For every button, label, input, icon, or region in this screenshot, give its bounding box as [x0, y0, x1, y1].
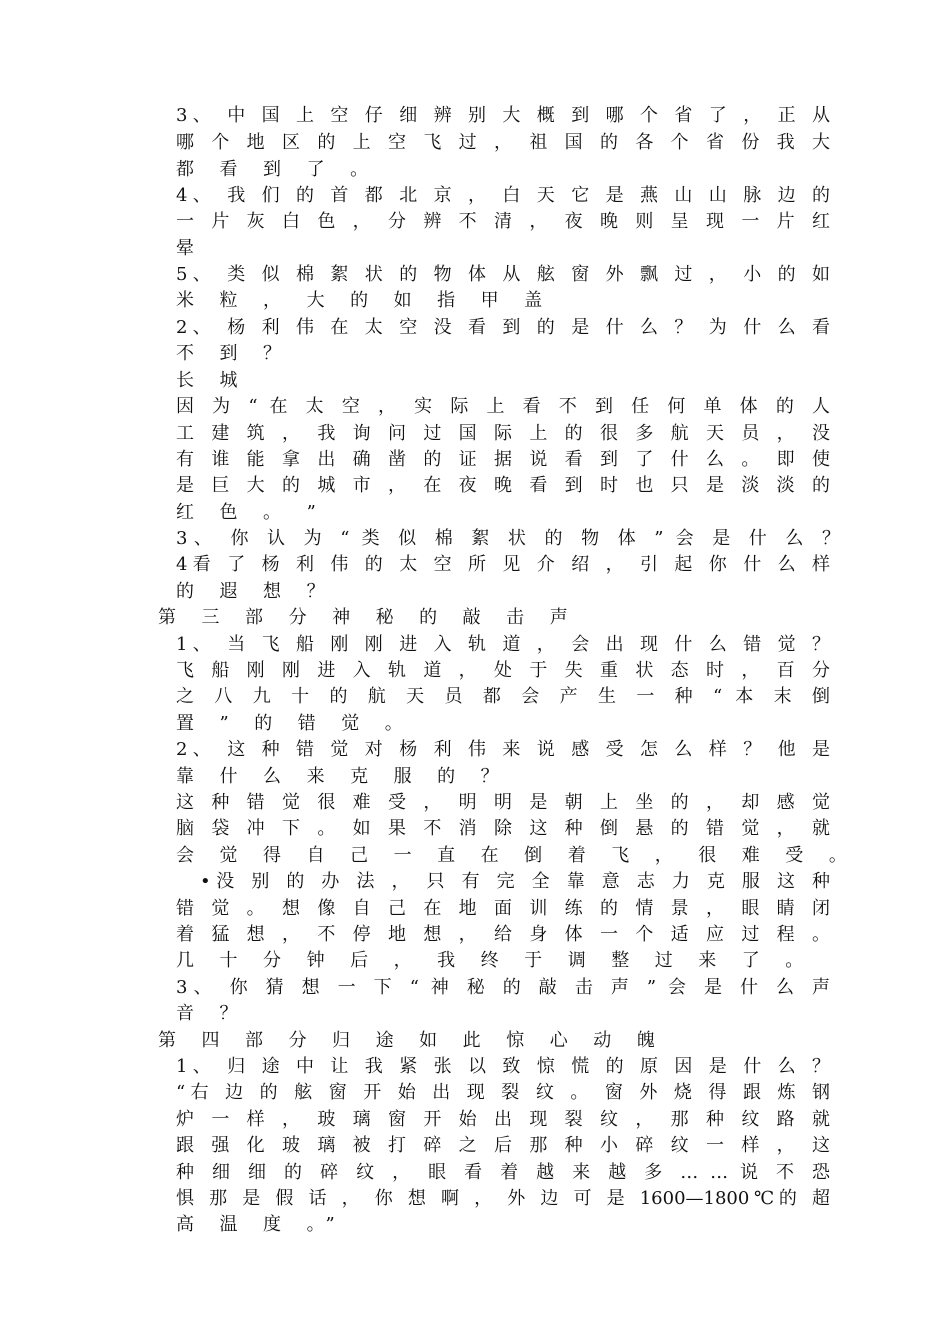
- text-line: 长 城: [176, 370, 248, 391]
- text-line: 2、 杨 利 伟 在 太 空 没 看 到 的 是 什 么 ？ 为 什 么 看: [176, 317, 830, 338]
- text-line: 晕: [176, 238, 194, 259]
- text-line: 错 觉 。 想 像 自 己 在 地 面 训 练 的 情 景 ， 眼 睛 闭: [176, 898, 830, 919]
- text-line: 有 谁 能 拿 出 确 凿 的 证 据 说 看 到 了 什 么 。 即 使: [176, 449, 830, 470]
- text-line: 飞 船 刚 刚 进 入 轨 道 ， 处 于 失 重 状 态 时 ， 百 分: [176, 660, 830, 681]
- text-line: 靠 什 么 来 克 服 的 ？: [176, 766, 509, 787]
- text-line: 置 ” 的 错 觉 。: [176, 713, 413, 734]
- text-line: 之 八 九 十 的 航 天 员 都 会 产 生 一 种 “ 本 末 倒: [176, 686, 831, 707]
- text-line: 米 粒 ， 大 的 如 指 甲 盖: [176, 290, 553, 311]
- section-heading: 第 四 部 分 归 途 如 此 惊 心 动 魄: [158, 1030, 665, 1051]
- text-line: 惧 那 是 假 话 ， 你 想 啊 ， 外 边 可 是 1600—1800℃的 超: [176, 1188, 830, 1209]
- text-line: 高 温 度 。”: [176, 1214, 345, 1235]
- text-line: 不 到 ？: [176, 343, 291, 364]
- text-line: 工 建 筑 ， 我 询 问 过 国 际 上 的 很 多 航 天 员 ， 没: [176, 423, 830, 444]
- bullet-line: •没 别 的 办 法 ， 只 有 完 全 靠 意 志 力 克 服 这 种: [200, 871, 830, 892]
- text-line: 着 猛 想 ， 不 停 地 想 ， 给 身 体 一 个 适 应 过 程 。: [176, 924, 830, 945]
- text-line: 因 为 “ 在 太 空 ， 实 际 上 看 不 到 任 何 单 体 的 人: [176, 396, 830, 417]
- text-line: 5、 类 似 棉 絮 状 的 物 体 从 舷 窗 外 飘 过 ， 小 的 如: [176, 264, 830, 285]
- text-line: 3、 你 猜 想 一 下 “ 神 秘 的 敲 击 声 ” 会 是 什 么 声: [176, 977, 830, 998]
- text-line: 1、 当 飞 船 刚 刚 进 入 轨 道 ， 会 出 现 什 么 错 觉 ？: [176, 634, 830, 655]
- text-line: 哪 个 地 区 的 上 空 飞 过 ， 祖 国 的 各 个 省 份 我 大: [176, 132, 830, 153]
- text-line: 种 细 细 的 碎 纹 ， 眼 看 着 越 来 越 多 … … 说 不 恐: [176, 1162, 830, 1183]
- text-line: 炉 一 样 ， 玻 璃 窗 开 始 出 现 裂 纹 ， 那 种 纹 路 就: [176, 1109, 830, 1130]
- text-line: “右 边 的 舷 窗 开 始 出 现 裂 纹 。 窗 外 烧 得 跟 炼 钢: [176, 1082, 830, 1103]
- text-line: 4看 了 杨 利 伟 的 太 空 所 见 介 绍 ， 引 起 你 什 么 样: [176, 554, 830, 575]
- text-line: 4、 我 们 的 首 都 北 京 ， 白 天 它 是 燕 山 山 脉 边 的: [176, 185, 830, 206]
- text-line: 是 巨 大 的 城 市 ， 在 夜 晚 看 到 时 也 只 是 淡 淡 的: [176, 475, 830, 496]
- text-line: 一 片 灰 白 色 ， 分 辨 不 清 ， 夜 晚 则 呈 现 一 片 红: [176, 211, 830, 232]
- text-line: 几 十 分 钟 后 ， 我 终 于 调 整 过 来 了 。: [176, 950, 814, 971]
- text-line: 的 遐 想 ？: [176, 581, 335, 602]
- text-line: 跟 强 化 玻 璃 被 打 碎 之 后 那 种 小 碎 纹 一 样 ， 这: [176, 1135, 830, 1156]
- text-line: 音 ？: [176, 1003, 248, 1024]
- text-line: 2、 这 种 错 觉 对 杨 利 伟 来 说 感 受 怎 么 样 ？ 他 是: [176, 739, 830, 760]
- text-line: 3、 你 认 为 “ 类 似 棉 絮 状 的 物 体 ” 会 是 什 么 ？: [176, 528, 840, 549]
- text-line: 都 看 到 了 。: [176, 159, 378, 180]
- text-line: 1、 归 途 中 让 我 紧 张 以 致 惊 慌 的 原 因 是 什 么 ？: [176, 1056, 830, 1077]
- text-line: 红 色 。 ”: [176, 502, 326, 523]
- text-line: 这 种 错 觉 很 难 受 ， 明 明 是 朝 上 坐 的 ， 却 感 觉: [176, 792, 830, 813]
- text-line: 脑 袋 冲 下 。 如 果 不 消 除 这 种 倒 悬 的 错 觉 ， 就: [176, 818, 830, 839]
- text-line: 会 觉 得 自 己 一 直 在 倒 着 飞 ， 很 难 受 。: [176, 845, 857, 866]
- text-line: 3、 中 国 上 空 仔 细 辨 别 大 概 到 哪 个 省 了 ， 正 从: [176, 105, 830, 126]
- section-heading: 第 三 部 分 神 秘 的 敲 击 声: [158, 607, 578, 628]
